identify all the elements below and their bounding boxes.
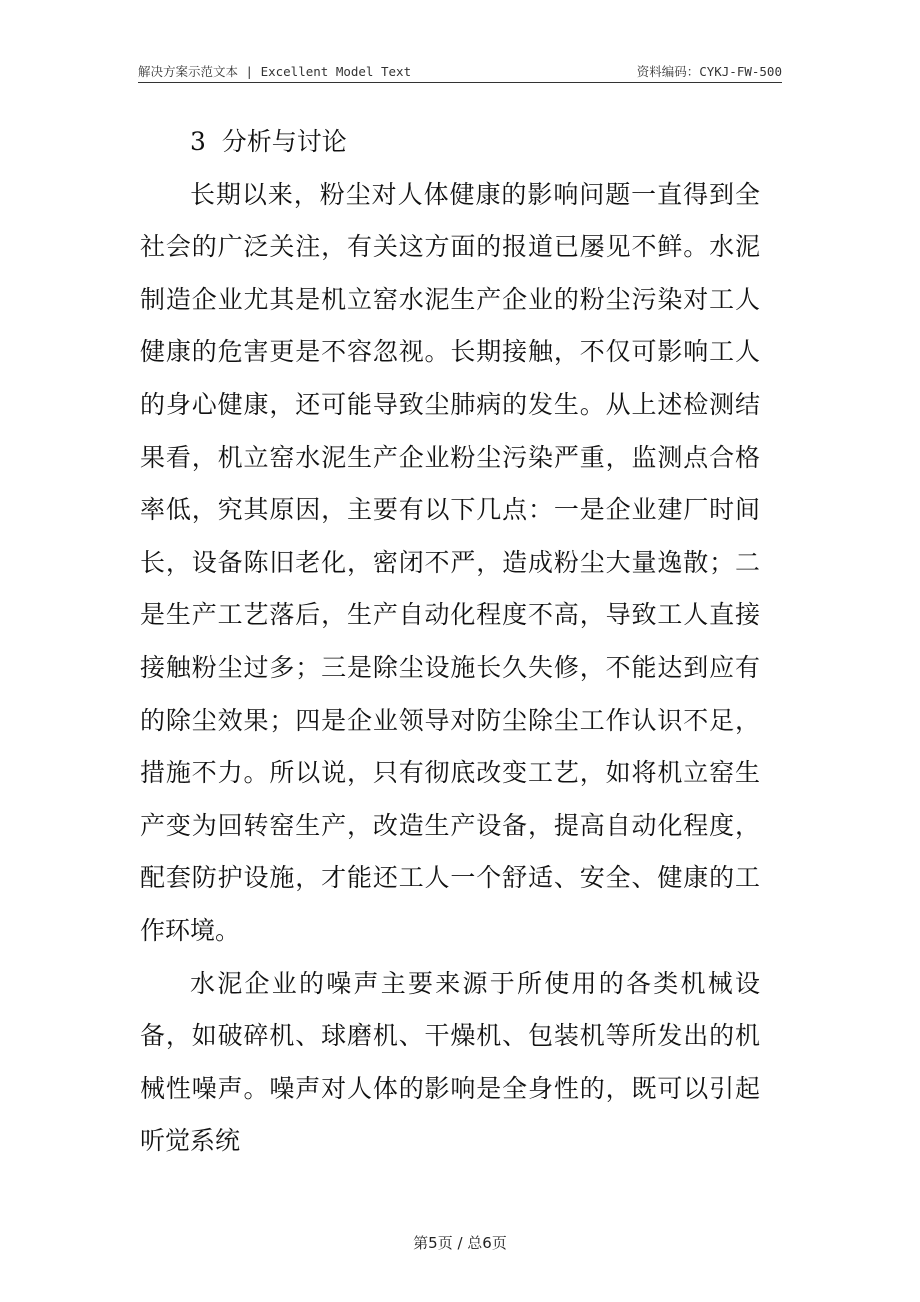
header-doc-code: 资料编码：CYKJ-FW-500 — [636, 64, 782, 79]
page-header — [138, 62, 782, 83]
page-footer — [0, 1232, 920, 1253]
document-body — [140, 116, 760, 1168]
paragraph-dust: 长期以来，粉尘对人体健康的影响问题一直得到全社会的广泛关注，有关这方面的报道已屡见不鲜。水泥制造企业尤其是机立窑水泥生产企业的粉尘污染对工人健康的危害更是不容忽视。长期接触，不仅可影响工人的身心健康，还可能导致尘肺病的发生。从上述检测结果看，机立窑水泥生产企业粉尘污染严重，监测点合格率低，究其原因，主要有以下几点：一是企业建厂时间长，设备陈旧老化，密闭不严，造成粉尘大量逸散；二是生产工艺落后，生产自动化程度不高，导致工人直接接触粉尘过多；三是除尘设施长久失修，不能达到应有的除尘效果；四是企业领导对防尘除尘工作认识不足，措施不力。所以说，只有彻底改变工艺，如将机立窑生产变为回转窑生产，改造生产设备，提高自动化程度，配套防护设施，才能还工人一个舒适、安全、健康的工作环境。 — [140, 179, 760, 945]
section-heading: 3 分析与讨论 — [190, 127, 347, 156]
paragraph-noise: 水泥企业的噪声主要来源于所使用的各类机械设备，如破碎机、球磨机、干燥机、包装机等所发出的机械性噪声。噪声对人体的影响是全身性的，既可以引起听觉系统 — [140, 968, 760, 1156]
page-number: 第5页 / 总6页 — [413, 1234, 507, 1252]
header-doc-type: 解决方案示范文本 | Excellent Model Text — [138, 64, 412, 79]
